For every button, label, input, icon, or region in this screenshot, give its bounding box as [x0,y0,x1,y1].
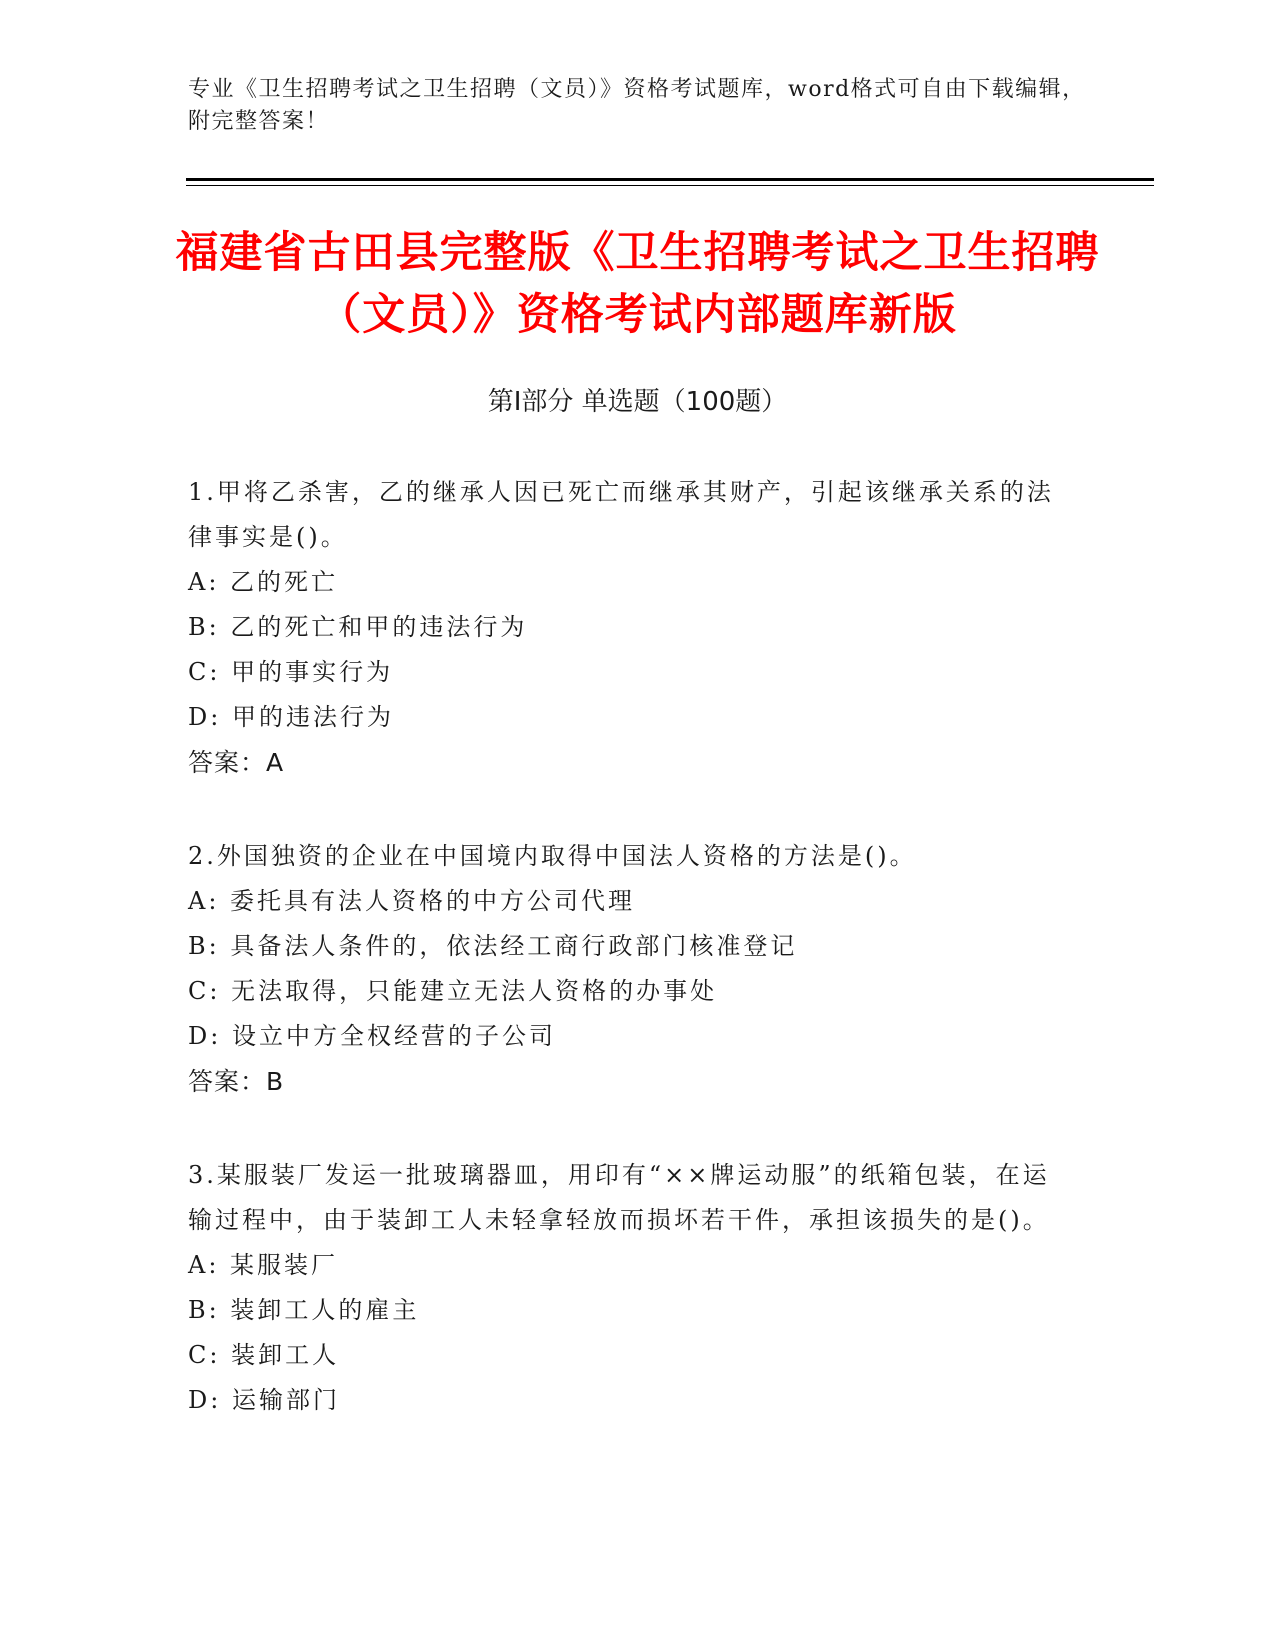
question-stem: 2.外国独资的企业在中国境内取得中国法人资格的方法是()。 [188,842,917,870]
option-a: A: 委托具有法人资格的中方公司代理 [188,887,636,915]
option-c: C: 装卸工人 [188,1341,340,1369]
question-stem: 1.甲将乙杀害，乙的继承人因已死亡而继承其财产，引起该继承关系的法律事实是()。 [188,478,1054,551]
option-d: D: 运输部门 [188,1386,340,1414]
document-title: 福建省古田县完整版《卫生招聘考试之卫生招聘（文员）》资格考试内部题库新版 [175,228,1100,340]
option-b: B: 装卸工人的雇主 [188,1296,420,1324]
question-list [188,470,1068,1472]
option-a: A: 某服装厂 [188,1251,339,1279]
question-3 [188,1153,1068,1423]
option-d: D: 设立中方全权经营的子公司 [188,1022,556,1050]
option-a: A: 乙的死亡 [188,568,339,596]
option-d: D: 甲的违法行为 [188,703,394,731]
option-b: B: 乙的死亡和甲的违法行为 [188,613,528,641]
header-note: 专业《卫生招聘考试之卫生招聘（文员）》资格考试题库，word格式可自由下载编辑，附完整答案！ [188,77,1086,134]
header-rule-thin [186,185,1154,186]
section-heading: 第I部分 单选题（100题） [487,387,788,417]
header-rule [186,178,1154,181]
answer-line: 答案：A [188,748,285,777]
question-1 [188,470,1068,785]
option-c: C: 甲的事实行为 [188,658,394,686]
question-2 [188,834,1068,1104]
question-stem: 3.某服装厂发运一批玻璃器皿，用印有“××牌运动服”的纸箱包装，在运输过程中，由于装卸工人未轻拿轻放而损坏若干件，承担该损失的是()。 [188,1161,1050,1234]
option-b: B: 具备法人条件的，依法经工商行政部门核准登记 [188,932,798,960]
option-c: C: 无法取得，只能建立无法人资格的办事处 [188,977,718,1005]
answer-line: 答案：B [188,1067,285,1096]
